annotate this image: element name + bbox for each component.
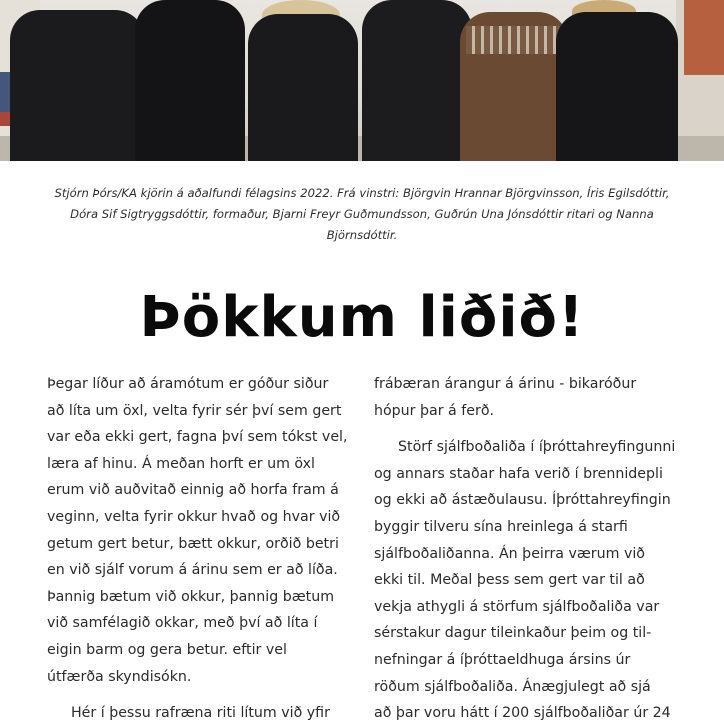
photo-caption xyxy=(40,183,684,246)
text-line: veginn, velta fyrir okkur hvað og hvar við xyxy=(47,508,341,525)
text-line: að líta um öxl, velta fyrir sér því sem gert xyxy=(47,402,342,419)
text-line: hópur þar á ferð. xyxy=(374,402,495,419)
text-line: en við sjálf vorum á árinu sem er að líða. xyxy=(47,562,338,579)
caption-line: Dóra Sif Sigtryggsdóttir, formaður, Bjarni Freyr Guðmundsson, Guðrún Una Jónsdóttir ritari og Nanna xyxy=(70,207,654,221)
person-silhouette xyxy=(10,10,145,161)
text-line: frábæran árangur á árinu - bikaróður xyxy=(374,376,637,392)
text-line: byggir tilveru sína hreinlega á starfi xyxy=(374,518,628,535)
text-line: vekja athygli á störfum sjálfboðaliða var xyxy=(374,598,660,615)
text-line: Þegar líður að áramótum er góður siður xyxy=(47,376,329,392)
text-line: og annars staðar hafa verið í brennidepli xyxy=(374,465,663,482)
article-headline: Þökkum liðið! xyxy=(139,285,585,350)
text-line: og ekki að ástæðulausu. Íþróttahreyfingin xyxy=(374,492,671,509)
text-line: erum við auðvitað einnig að horfa fram á xyxy=(47,482,339,499)
text-line: eigin barm og gera betur. eftir vel xyxy=(47,641,287,658)
paragraph-gap xyxy=(47,690,347,700)
person-silhouette xyxy=(362,0,472,161)
text-line: útfærða skyndisókn. xyxy=(47,668,192,685)
sweater-pattern xyxy=(466,26,562,54)
text-line: læra af hinu. Á meðan horft er um öxl xyxy=(47,455,315,472)
person-silhouette xyxy=(248,14,358,161)
paragraph-gap xyxy=(374,424,704,434)
caption-line: Stjórn Þórs/KA kjörin á aðalfundi félagsins 2022. Frá vinstri: Björgvin Hrannar Björgvinsson, Íris Egilsdóttir, xyxy=(54,186,670,200)
text-line: sjálfboðaliðanna. Án þeirra værum við xyxy=(374,545,645,562)
text-line: getum gert betur, bætt okkur, orðið betri xyxy=(47,535,339,552)
text-line: Þannig bætum við okkur, þannig bætum xyxy=(47,588,335,605)
text-line: að þar voru hátt í 200 sjálfboðaliðar úr 24 xyxy=(374,705,671,722)
photo-artwork xyxy=(684,0,724,75)
caption-line: Björnsdóttir. xyxy=(326,228,398,242)
text-line: Störf sjálfboðaliða í íþróttahreyfingunni xyxy=(398,439,676,456)
person-silhouette xyxy=(135,0,245,161)
text-line: við samfélagið okkar, með því að líta í xyxy=(47,615,318,632)
text-line: röðum sjálfboðaliða. Ánægjulegt að sjá xyxy=(374,678,651,695)
text-line: var eða ekki gert, fagna því sem tókst vel, xyxy=(47,429,348,446)
article-column-right xyxy=(374,371,704,727)
group-photo xyxy=(0,0,724,161)
text-line: nefningar á íþróttaeldhuga ársins úr xyxy=(374,651,631,668)
text-line: Hér í þessu rafræna riti lítum við yfir xyxy=(71,705,330,722)
text-line: ekki til. Meðal þess sem gert var til að xyxy=(374,572,645,589)
person-silhouette xyxy=(556,12,678,161)
article-column-left xyxy=(47,371,347,727)
text-line: sérstakur dagur tileinkaður þeim og til- xyxy=(374,625,652,642)
